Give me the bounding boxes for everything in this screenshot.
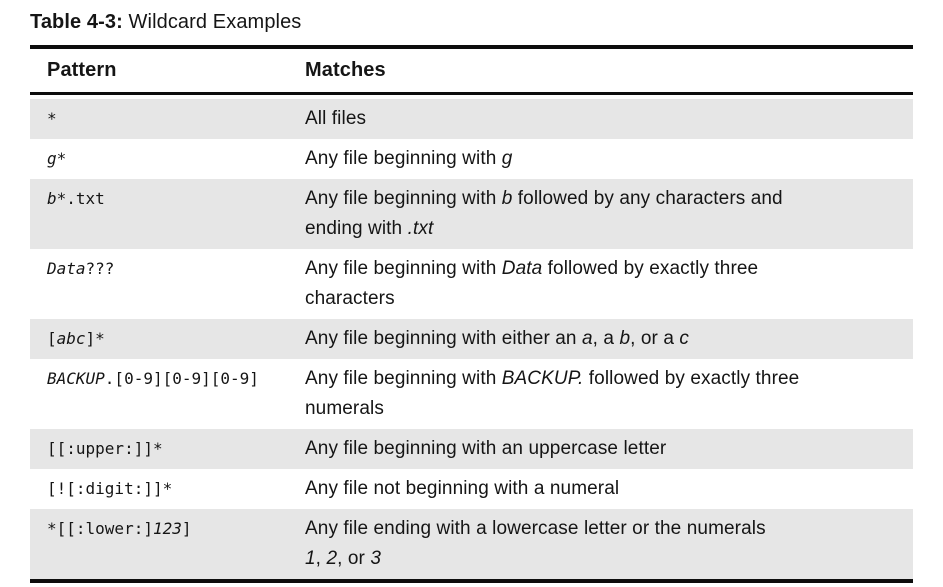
matches-cell: Any file beginning with b followed by any characters and ending with .txt bbox=[288, 179, 913, 249]
table-row bbox=[30, 179, 913, 249]
table-caption bbox=[30, 9, 943, 35]
table-caption-title: Wildcard Examples bbox=[128, 11, 302, 33]
pattern-cell: [[:upper:]]* bbox=[30, 429, 288, 469]
header-table bbox=[30, 49, 913, 92]
table-row bbox=[30, 429, 913, 469]
table-row bbox=[30, 509, 913, 579]
pattern-cell: b*.txt bbox=[30, 179, 288, 249]
matches-cell: Any file beginning with Data followed by exactly three characters bbox=[305, 258, 759, 309]
table-row bbox=[30, 249, 913, 319]
table-row bbox=[30, 319, 913, 359]
table-bottom-rule bbox=[30, 579, 913, 583]
pattern-cell: [![:digit:]]* bbox=[47, 479, 173, 498]
matches-cell: Any file beginning with either an a, a b, or a c bbox=[288, 319, 913, 359]
table-body bbox=[30, 99, 913, 579]
pattern-cell: *[[:lower:]123] bbox=[30, 509, 288, 579]
pattern-cell: * bbox=[30, 99, 288, 139]
pattern-cell: Data??? bbox=[47, 259, 115, 278]
matches-cell: Any file beginning with an uppercase letter bbox=[288, 429, 913, 469]
matches-cell: Any file beginning with g bbox=[305, 148, 513, 169]
table-row bbox=[30, 359, 913, 429]
table-row bbox=[30, 139, 913, 179]
pattern-cell: g* bbox=[47, 149, 67, 168]
pattern-cell: BACKUP.[0-9][0-9][0-9] bbox=[47, 369, 259, 388]
table-row bbox=[30, 99, 913, 139]
matches-cell: Any file ending with a lowercase letter or the numerals 1, 2, or 3 bbox=[288, 509, 913, 579]
table-row bbox=[30, 469, 913, 509]
column-header-pattern: Pattern bbox=[47, 59, 117, 81]
pattern-cell: [abc]* bbox=[30, 319, 288, 359]
matches-cell: Any file beginning with BACKUP. followed by exactly three numerals bbox=[305, 368, 800, 419]
matches-cell: Any file not beginning with a numeral bbox=[305, 478, 620, 499]
column-header-matches: Matches bbox=[305, 59, 386, 81]
wildcard-table bbox=[30, 99, 913, 579]
header-row bbox=[30, 49, 913, 92]
matches-cell: All files bbox=[288, 99, 913, 139]
table-caption-label: Table 4-3: bbox=[30, 11, 123, 33]
